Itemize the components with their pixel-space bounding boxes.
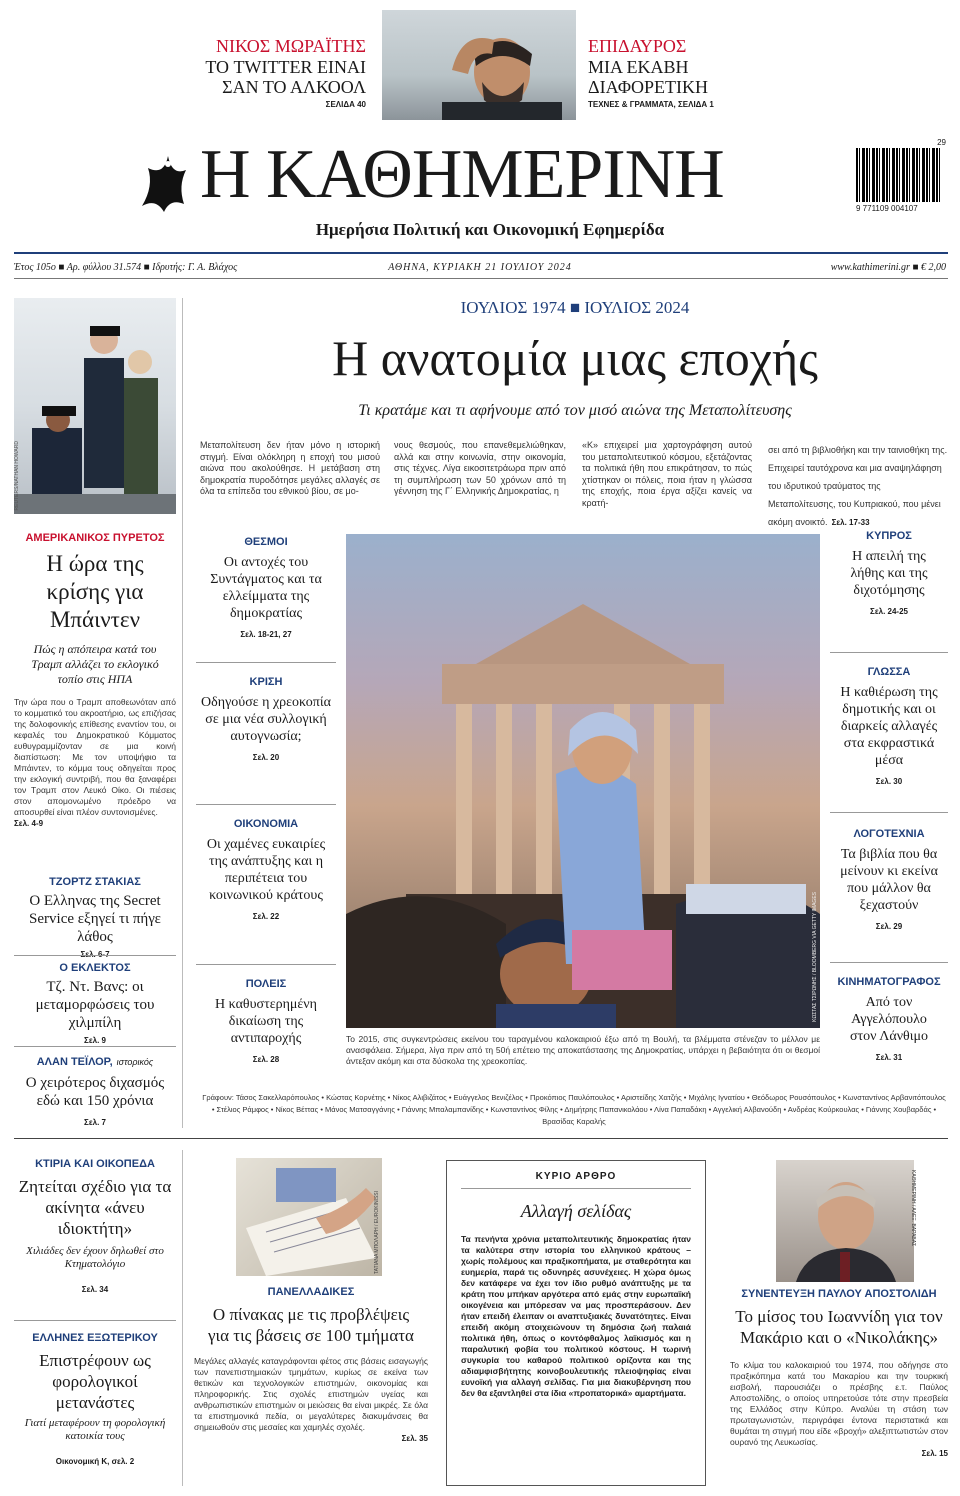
interview-story[interactable]: [730, 1288, 948, 1458]
left-rule-2: [196, 804, 336, 805]
barcode-number: 9 771109 004107: [856, 204, 918, 213]
biden-story[interactable]: [14, 532, 176, 828]
masthead-title[interactable]: Η ΚΑΘΗΜΕΡΙΝΗ: [200, 136, 724, 213]
item-thesmoi-headline: Οι αντοχές του Συντάγματος και τα ελλείμματα της δημοκρατίας: [210, 555, 322, 621]
promo-left-line1: ΤΟ TWITTER ΕΙΝΑΙ: [205, 57, 366, 77]
vance-headline: Τζ. Ντ. Βανς: οι μεταμορφώσεις του χιλμπίλη: [35, 979, 155, 1031]
promo-right-name: ΕΠΙΔΑΥΡΟΣ: [588, 36, 687, 56]
secret-kicker: ΤΖΟΡΤΖ ΣΤΑΚΙΑΣ: [49, 876, 141, 888]
lead-photo[interactable]: [346, 534, 820, 1028]
buildings-headline: Ζητείται σχέδιο για τα ακίνητα «άνευ ιδιοκτήτη»: [18, 1177, 172, 1238]
barcode: [856, 138, 946, 216]
dateline-center: ΑΘΗΝΑ, ΚΥΡΙΑΚΗ 21 ΙΟΥΛΙΟΥ 2024: [388, 262, 572, 273]
secret-story[interactable]: [14, 876, 176, 959]
right-rule-2: [830, 812, 948, 813]
interview-photo-image: [776, 1160, 914, 1282]
promo-left-line2: ΣΑΝ ΤΟ ΑΛΚΟΟΛ: [222, 77, 366, 97]
buildings-ref: Σελ. 34: [81, 1285, 109, 1294]
editorial-kicker: ΚΥΡΙΟ ΑΡΘΡΟ: [461, 1171, 691, 1189]
lead-col-1: Μεταπολίτευση δεν ήταν μόνο η ιστορική στιγμή. Είναι ολόκληρη η εποχή του μισού αιώνα που ακολούθησε. Η μετάβαση στη δημοκρατία πυροδότησε μεγάλες αλλαγές σε όλα τα επίπεδα του εθνικού βίου, σε μο-: [200, 440, 380, 496]
lead-col-4: σει από τη βιβλιοθήκη και την ταινιοθήκη της. Επιχειρεί ταυτόχρονα και μια αναψηλάφηση του ιδρυτικού τραύματος της Μεταπολίτευσης, του Κυπριακού, που μένει ακόμη ανοικτό.: [768, 445, 948, 527]
buildings-story[interactable]: [14, 1158, 176, 1294]
right-rule-1: [830, 652, 948, 653]
item-kypros-kicker: ΚΥΠΡΟΣ: [866, 530, 912, 542]
promo-right-ref: ΤΕΧΝΕΣ & ΓΡΑΜΜΑΤΑ, ΣΕΛΙΔΑ 1: [588, 100, 714, 109]
item-krisi-kicker: ΚΡΙΣΗ: [249, 676, 283, 688]
lead-col-2: νους θεσμούς, που επανεθεμελιώθηκαν, αλλά και στην κοινωνία, στην οικονομία, στις τέχνες. Λίγα εικοσιτετράωρα πριν από τη συμπλήρωση των 50 χρόνων από τη γέννηση της Γ΄ Ελληνικής Δημοκρατίας, η: [394, 440, 566, 496]
taylor-kicker-tail: ιστορικός: [116, 1057, 154, 1067]
item-logotexnia-headline: Τα βιβλία που θα μείνουν κι εκείνα που μάλλον θα ξεχαστούν: [840, 847, 938, 913]
exams-photo-credit: ΤΑΤΙΑΝΑ ΜΠΟΛΑΡΗ / EUROKINISSI: [374, 1190, 380, 1274]
vance-kicker: Ο ΕΚΛΕΚΤΟΣ: [59, 962, 131, 974]
bottom-section-rule: [14, 1138, 948, 1139]
left-rule-1: [196, 662, 336, 663]
lead-photo-credit: ΚΩΣΤΑΣ ΤΣΙΡΩΝΗΣ / BLOOMBERG VIA GETTY IMAGES: [812, 892, 818, 1022]
lead-col-3: «Κ» επιχειρεί μια χαρτογράφηση αυτού του μεταπολιτευτικού κόσμου, εξετάζοντας τα πολιτικά ήθη που επικράτησαν, το πώς χτίστηκαν οι πόλεις, ποια ήταν η γλώσσα της εποχής, ποια έργα αξίζει κανείς να κρατή-: [582, 440, 752, 508]
taylor-story[interactable]: [14, 1052, 176, 1127]
lead-deck: Τι κρατάμε και τι αφήνουμε από τον μισό αιώνα της Μεταπολίτευσης: [358, 402, 792, 419]
secret-headline: Ο Ελληνας της Secret Service εξηγεί τι πήγε λάθος: [29, 893, 161, 945]
promo-left-name: ΝΙΚΟΣ ΜΩΡΑΪΤΗΣ: [216, 36, 366, 56]
sidebar-divider: [182, 298, 183, 1128]
item-poleis-headline: Η καθυστερημένη δικαίωση της αντιπαροχής: [215, 997, 317, 1046]
actor-portrait-image: [382, 10, 576, 120]
editorial-body: Τα πενήντα χρόνια μεταπολιτευτικής δημοκρατίας ήταν τα καλύτερα στην ιστορία του ελληνικού κράτους – χωρίς πολέμους και πραξικοπήματα, με σταθερότητα και ευημερία, παρά τις οδυνηρές ασυνέχειες. Η χώρα όμως δεν κατάφερε να έχει τον ίδιο ρυθμό ανάπτυξης με τα κράτη που μπήκαν αργότερα από εμάς στην ευρωπαϊκή οικογένεια και μπόρεσαν να μας προσπεράσουν. Δεν ήταν επειδή έλειπαν οι αναπτυξιακές δυνατότητες. Είναι επειδή ακόμη στοιχειώνουν τη δημόσια ζωή παλαιά πολιτικά ήθη, όπως ο κοντόφθαλμος λαϊκισμός και η παραλυτική φοβία του πολιτικού κόστους. Η τωρινή συγκυρία του καθαρού πολιτικού ορίζοντα και της αδιαμφισβήτητης κοινοβουλευτικής πλειοψηφίας είναι ευνοϊκή για αλλαγή σελίδας. Για μια διακυβέρνηση που δεν θα εξαντληθεί στα ίδια «προπατορικά» αμαρτήματα.: [461, 1234, 691, 1398]
biden-photo-image: [14, 298, 176, 514]
sidebar-rule-2: [14, 1046, 176, 1047]
tax-story[interactable]: [14, 1332, 176, 1466]
promo-right-line1: ΜΙΑ ΕΚΑΒΗ: [588, 57, 689, 77]
editorial-headline: Αλλαγή σελίδας: [520, 1201, 632, 1221]
item-oikonomia-headline: Οι χαμένες ευκαιρίες της ανάπτυξης και η περιπέτεια του κοινωνικού κράτους: [206, 837, 326, 903]
lead-writers: Γράφουν: Τάσος Σακελλαρόπουλος • Κώστας Κορνέτης • Νίκος Αλιβιζάτος • Ευάγγελος Βενιζέλος • Προκόπιος Παυλόπουλος • Αριστείδης Χατζής • Μιχάλης Ιγνατίου • Θεόδωρος Ρουσόπουλος • Κωνσταντίνος Αρβανιτόπουλος • Στέλιος Ράμφος • Νίκος Βέττας • Μάνος Ματσαγγάνης • Γιάννης Μπαλαμπανίδης • Κωνσταντίνος Φίλης • Δημήτρης Παπανικολάου • Λίνα Παπαδάκη • Αγγελική Αλβανούδη • Ανδρέας Κούρκουλας • Γιάννης Χουβαρδάς • Βρασίδας Καραλής: [202, 1093, 946, 1126]
biden-kicker: ΑΜΕΡΙΚΑΝΙΚΟΣ ΠΥΡΕΤΟΣ: [25, 532, 165, 544]
item-thesmoi[interactable]: [196, 536, 336, 639]
item-kypros-ref: Σελ. 24-25: [870, 607, 908, 616]
barcode-issue: 29: [937, 138, 946, 147]
buildings-kicker: ΚΤΙΡΙΑ ΚΑΙ ΟΙΚΟΠΕΔΑ: [35, 1158, 155, 1170]
item-glossa[interactable]: [830, 666, 948, 786]
exams-ref: Σελ. 35: [401, 1434, 428, 1443]
item-kypros-headline: Η απειλή της λήθης και της διχοτόμησης: [850, 549, 928, 598]
exams-story[interactable]: [194, 1286, 428, 1443]
biden-photo-credit: REUTERS/NATHAN HOWARD: [14, 440, 20, 510]
item-kinimatografos[interactable]: [830, 976, 948, 1062]
bottom-divider-1: [182, 1150, 183, 1486]
item-glossa-headline: Η καθιέρωση της δημοτικής και οι διαρκείς αλλαγές στα εκφραστικά μέσα: [840, 685, 938, 768]
item-oikonomia-kicker: ΟΙΚΟΝΟΜΙΑ: [233, 818, 299, 830]
item-kypros[interactable]: [830, 530, 948, 616]
interview-body: Το κλίμα του καλοκαιριού του 1974, που οδήγησε στο πραξικόπημα κατά του Μακαρίου και την τουρκική εισβολή, παρουσιάζει ο πρέσβης ε.τ. Παύλος Αποστολίδης, ο οποίος υπηρετούσε τότε στην πρεσβεία της Ελλάδος στην Κύπρο. Αναλύει τη στάση των πρωταγωνιστών, περιγράφει έντονα περιστατικά και θυμάται τη στιγμή που είδε «βροχή» αλεξιπτωτιστών στον ουρανό της Λευκωσίας.: [730, 1360, 948, 1447]
exams-kicker: ΠΑΝΕΛΛΑΔΙΚΕΣ: [267, 1286, 355, 1298]
item-thesmoi-kicker: ΘΕΣΜΟΙ: [244, 536, 288, 548]
exams-body: Μεγάλες αλλαγές καταγράφονται φέτος στις βάσεις εισαγωγής των πανεπιστημιακών τμημάτων, κυρίως σε εκείνα των θετικών και τεχνολογικών επιστημών, οικονομίας και πληροφορικής. Στις σχολές επιστημών υγείας και ανθρωπιστικών επιστημών οι μειώσεις θα είναι μικρές. Σε όλα τα επιστημονικά πεδία, οι μεγαλύτερες διακυμάνσεις θα σημειωθούν στις μεσαίες και χαμηλές σχολές.: [194, 1356, 428, 1432]
biden-ref: Σελ. 4-9: [14, 819, 44, 828]
item-kinimatografos-kicker: ΚΙΝΗΜΑΤΟΓΡΑΦΟΣ: [837, 976, 941, 988]
item-glossa-kicker: ΓΛΩΣΣΑ: [867, 666, 911, 678]
tax-deck: Γιατί μεταφέρουν τη φορολογική κατοικία τους: [24, 1417, 166, 1442]
exams-photo[interactable]: [236, 1158, 382, 1276]
item-krisi-ref: Σελ. 20: [252, 753, 280, 762]
bottom-left-rule: [14, 1320, 176, 1321]
interview-kicker: ΣΥΝΕΝΤΕΥΞΗ ΠΑΥΛΟΥ ΑΠΟΣΤΟΛΙΔΗ: [741, 1288, 937, 1300]
item-krisi[interactable]: [196, 676, 336, 762]
interview-photo[interactable]: [776, 1160, 914, 1282]
item-logotexnia[interactable]: [830, 828, 948, 931]
buildings-deck: Χιλιάδες δεν έχουν δηλωθεί στο Κτηματολόγιο: [26, 1245, 164, 1270]
dateline-right: www.kathimerini.gr ■ € 2,00: [830, 262, 946, 273]
promo-left[interactable]: [196, 36, 366, 109]
tax-ref: Οικονομική Κ, σελ. 2: [55, 1457, 135, 1466]
masthead-subtitle: Ημερήσια Πολιτική και Οικονομική Εφημερίδα: [315, 220, 665, 239]
taylor-kicker: ΑΛΑΝ ΤΕΪΛΟΡ,: [36, 1056, 113, 1068]
item-logotexnia-kicker: ΛΟΓΟΤΕΧΝΙΑ: [853, 828, 925, 840]
right-rule-3: [830, 962, 948, 963]
dateline-rule-top: [14, 252, 948, 254]
item-logotexnia-ref: Σελ. 29: [875, 922, 903, 931]
item-kinimatografos-ref: Σελ. 31: [875, 1053, 903, 1062]
dateline-rule-bottom: [14, 278, 948, 279]
interview-headline: Το μίσος του Ιωαννίδη για τον Μακάριο και ο «Νικολάκης»: [735, 1307, 943, 1347]
griffin-logo: [134, 146, 194, 216]
taylor-ref: Σελ. 7: [84, 1118, 106, 1127]
item-thesmoi-ref: Σελ. 18-21, 27: [240, 630, 292, 639]
lead-headline[interactable]: Η ανατομία μιας εποχής: [332, 330, 818, 386]
promo-right-line2: ΔΙΑΦΟΡΕΤΙΚΗ: [588, 77, 708, 97]
lead-photo-image: [346, 534, 820, 1028]
tax-headline: Επιστρέφουν ως φορολογικοί μετανάστες: [39, 1351, 151, 1412]
item-oikonomia-ref: Σελ. 22: [252, 912, 280, 921]
exams-headline: Ο πίνακας με τις προβλέψεις για τις βάσεις σε 100 τμήματα: [208, 1305, 414, 1345]
item-krisi-headline: Οδηγούσε η χρεοκοπία σε μια νέα συλλογική αυτογνωσία;: [201, 695, 331, 744]
biden-photo[interactable]: [14, 298, 176, 514]
item-poleis-kicker: ΠΟΛΕΙΣ: [245, 978, 287, 990]
vance-story[interactable]: [14, 962, 176, 1045]
dateline-left: Έτος 105ο ■ Αρ. φύλλου 31.574 ■ Ιδρυτής: Γ. Α. Βλάχος: [14, 262, 238, 273]
vance-ref: Σελ. 9: [84, 1036, 106, 1045]
interview-photo-credit: ΚΑΘΗΜΕΡΙΝΗ / ΑΛΕΞ. ΒΑΡΑΒΑΣ: [910, 1170, 916, 1247]
biden-deck: Πώς η απόπειρα κατά του Τραμπ αλλάζει το εκλογικό τοπίο στις ΗΠΑ: [31, 642, 159, 686]
lead-kicker: ΙΟΥΛΙΟΣ 1974 ■ ΙΟΥΛΙΟΣ 2024: [460, 298, 690, 317]
lead-caption: Το 2015, στις συγκεντρώσεις εκείνου του ταραγμένου καλοκαιριού έξω από τη Βουλή, τα βλέμματα στένεζαν το μέλλον με ανασφάλεια. Σήμερα, λίγα πριν από τη 50ή επέτειο της αποκατάστασης της Δημοκρατίας, υπάρχει η βεβαιότητα ότι οι θεσμοί άντεξαν ακόμη και στα δύσκολα της χρεοκοπίας.: [346, 1034, 820, 1066]
left-rule-3: [196, 964, 336, 965]
sidebar-rule-1: [14, 955, 176, 956]
lead-col-4-ref: Σελ. 17-33: [831, 518, 870, 527]
interview-ref: Σελ. 15: [921, 1449, 948, 1458]
biden-body: Την ώρα που ο Τραμπ αποθεωνόταν από το κομματικό του ακροατήριο, ως επιζήσας της δολοφονικής επίθεσης εναντίον του, οι κεφαλές του Δημοκρατικού Κόμματος ευθυγραμμίζονταν σε μια κοινή διαπίστωση: Με τον υποψήφιο τα Μπάιντεν, το κόμμα τους οδηγείται προς την εκλογική συντριβή, που θα ξαναφέρει τον Τραμπ στον Λευκό Οίκο. Οι πιέσεις στον απομονωμένο πρόεδρο να αποσυρθεί είναι πλέον συντονισμένες.: [14, 697, 176, 817]
promo-left-ref: ΣΕΛΙΔΑ 40: [325, 100, 366, 109]
item-poleis[interactable]: [196, 978, 336, 1064]
exams-photo-image: [236, 1158, 382, 1276]
taylor-headline: Ο χειρότερος διχασμός εδώ και 150 χρόνια: [25, 1075, 165, 1109]
item-kinimatografos-headline: Από τον Αγγελόπουλο στον Λάνθιμο: [849, 995, 929, 1044]
item-glossa-ref: Σελ. 30: [875, 777, 903, 786]
tax-kicker: ΕΛΛΗΝΕΣ ΕΞΩΤΕΡΙΚΟΥ: [32, 1332, 158, 1344]
editorial-box[interactable]: [446, 1160, 706, 1486]
lead-col-4-wrap: [768, 440, 948, 530]
promo-right[interactable]: [588, 36, 788, 109]
item-poleis-ref: Σελ. 28: [252, 1055, 280, 1064]
promo-photo-actor[interactable]: [382, 10, 576, 120]
item-oikonomia[interactable]: [196, 818, 336, 921]
biden-headline: Η ώρα της κρίσης για Μπάιντεν: [46, 551, 144, 632]
